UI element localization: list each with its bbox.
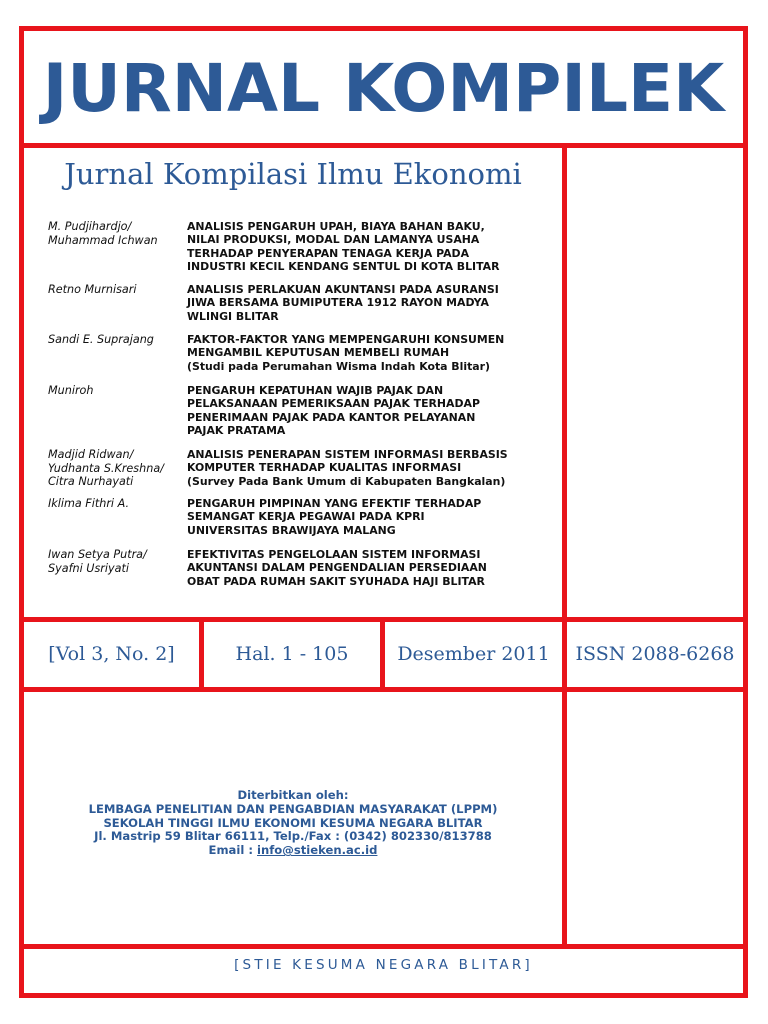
article-title [187, 283, 557, 323]
article-authors [48, 333, 183, 347]
title-line: SEMANGAT KERJA PEGAWAI PADA KPRI [187, 510, 425, 524]
journal-name: JURNAL KOMPILEK [42, 49, 725, 127]
article-authors [48, 384, 183, 398]
journal-subtitle: Jurnal Kompilasi Ilmu Ekonomi [64, 157, 522, 191]
issue-volume: [Vol 3, No. 2] [48, 643, 175, 665]
title-line: FAKTOR-FAKTOR YANG MEMPENGARUHI KONSUMEN [187, 333, 505, 346]
publisher-school: SEKOLAH TINGGI ILMU EKONOMI KESUMA NEGARA BLITAR [103, 815, 483, 830]
author-name: Madjid Ridwan/ [48, 448, 134, 461]
author-name: Syafni Usriyati [48, 561, 129, 575]
article-authors [48, 220, 183, 247]
author-name: Sandi E. Suprajang [48, 333, 154, 346]
title-line: INDUSTRI KECIL KENDANG SENTUL DI KOTA BLITAR [187, 259, 500, 273]
article-authors [48, 497, 183, 511]
title-line: OBAT PADA RUMAH SAKIT SYUHADA HAJI BLITAR [187, 574, 485, 588]
publisher-label: Diterbitkan oleh: [237, 788, 349, 802]
author-name: Iklima Fithri A. [48, 497, 130, 510]
title-line: JIWA BERSAMA BUMIPUTERA 1912 RAYON MADYA [187, 296, 489, 310]
article-title [187, 448, 557, 488]
publisher-info [24, 789, 562, 858]
author-name: Yudhanta S.Kreshna/ [48, 461, 164, 475]
title-line: PENGARUH PIMPINAN YANG EFEKTIF TERHADAP [187, 497, 482, 510]
publisher-institution: LEMBAGA PENELITIAN DAN PENGABDIAN MASYARAKAT (LPPM) [88, 801, 498, 816]
frame-column-right [562, 143, 567, 949]
title-line: PAJAK PRATAMA [187, 423, 286, 437]
article-title [187, 497, 557, 537]
article-title [187, 333, 557, 373]
article-authors [48, 448, 183, 489]
issue-issn: ISSN 2088-6268 [575, 643, 735, 665]
author-name: Iwan Setya Putra/ [48, 548, 147, 561]
title-line: NILAI PRODUKSI, MODAL DAN LAMANYA USAHA [187, 233, 480, 247]
title-line: PENERIMAAN PAJAK PADA KANTOR PELAYANAN [187, 410, 476, 424]
publisher-email-line [24, 844, 562, 858]
publisher-address: Jl. Mastrip 59 Blitar 66111, Telp./Fax : (0342) 802330/813788 [94, 829, 492, 844]
issue-pages: Hal. 1 - 105 [235, 643, 349, 665]
publisher-email-link[interactable]: info@stieken.ac.id [257, 843, 378, 858]
article-authors [48, 283, 183, 297]
title-line: MENGAMBIL KEPUTUSAN MEMBELI RUMAH [187, 346, 450, 360]
title-line: WLINGI BLITAR [187, 309, 279, 323]
title-line: ANALISIS PENGARUH UPAH, BIAYA BAHAN BAKU, [187, 220, 485, 233]
title-line: ANALISIS PERLAKUAN AKUNTANSI PADA ASURANSI [187, 283, 499, 296]
article-authors [48, 548, 183, 575]
title-line: PENGARUH KEPATUHAN WAJIB PAJAK DAN [187, 384, 444, 397]
author-name: Retno Murnisari [48, 283, 137, 296]
author-name: Muhammad Ichwan [48, 233, 158, 247]
frame-divider-footer [19, 944, 748, 949]
title-line: EFEKTIVITAS PENGELOLAAN SISTEM INFORMASI [187, 548, 481, 561]
frame-bottom-border [19, 993, 748, 998]
title-line: (Survey Pada Bank Umum di Kabupaten Bangkalan) [187, 474, 506, 488]
author-name: Muniroh [48, 384, 94, 397]
frame-divider-masthead [19, 143, 748, 148]
author-name: M. Pudjihardjo/ [48, 220, 132, 233]
title-line: ANALISIS PENERAPAN SISTEM INFORMASI BERBASIS [187, 448, 508, 461]
article-title [187, 384, 557, 437]
author-name: Citra Nurhayati [48, 475, 134, 489]
footer-label: [STIE KESUMA NEGARA BLITAR] [234, 957, 533, 973]
frame-top-border [19, 26, 748, 31]
publisher-email-label: Email : [208, 843, 258, 858]
frame-right-border [743, 26, 748, 998]
article-title [187, 548, 557, 588]
title-line: TERHADAP PENYERAPAN TENAGA KERJA PADA [187, 246, 470, 260]
title-line: (Studi pada Perumahan Wisma Indah Kota Blitar) [187, 359, 490, 373]
title-line: KOMPUTER TERHADAP KUALITAS INFORMASI [187, 461, 462, 475]
title-line: PELAKSANAAN PEMERIKSAAN PAJAK TERHADAP [187, 397, 480, 411]
issue-date: Desember 2011 [397, 643, 550, 665]
title-line: UNIVERSITAS BRAWIJAYA MALANG [187, 523, 396, 537]
title-line: AKUNTANSI DALAM PENGENDALIAN PERSEDIAAN [187, 561, 487, 575]
article-title [187, 220, 557, 273]
